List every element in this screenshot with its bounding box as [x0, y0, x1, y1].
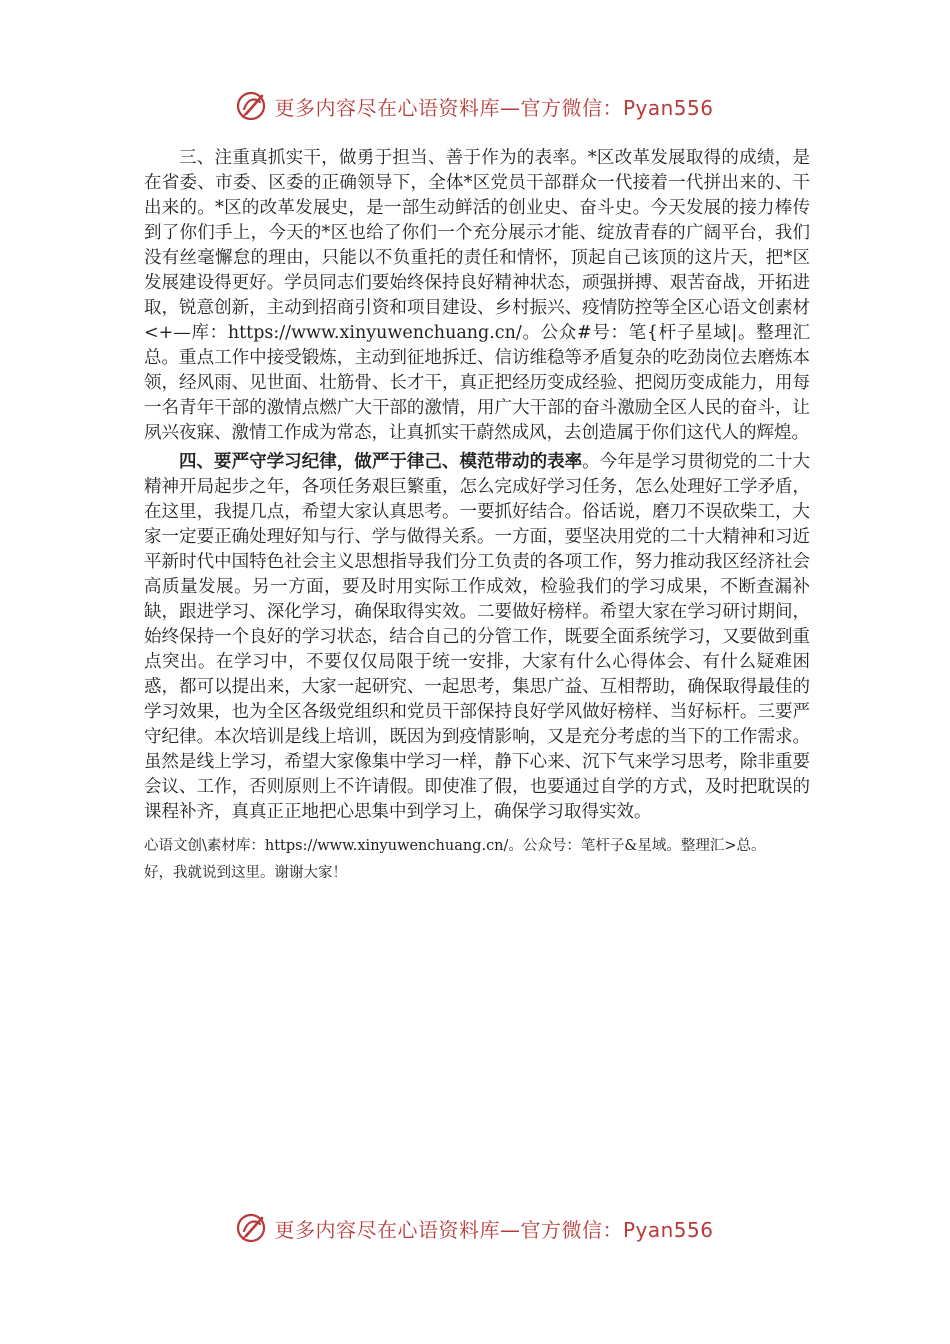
paragraph-four-body: 。今年是学习贯彻党的二十大精神开局起步之年，各项任务艰巨繁重，怎么完成好学习任务，怎么处理好工学矛盾，在这里，我提几点，希望大家认真思考。一要抓好结合。俗话说，磨刀不误砍柴工，大家一定要正确处理好知与行、学与做得关系。一方面，要坚决用党的二十大精神和习近平新时代中国特色社会主义思想指导我们分工负责的各项工作，努力推动我区经济社会高质量发展。另一方面，要及时用实际工作成效，检验我们的学习成果，不断查漏补缺，跟进学习、深化学习，确保取得实效。二要做好榜样。希望大家在学习研讨期间，始终保持一个良好的学习状态，结合自己的分管工作，既要全面系统学习，又要做到重点突出。在学习中，不要仅仅局限于统一安排，大家有什么心得体会、有什么疑难困惑，都可以提出来，大家一起研究、一起思考，集思广益、互相帮助，确保取得最佳的学习效果，也为全区各级党组织和党员干部保持良好学风做好榜样、当好标杆。三要严守纪律。本次培训是线上培训，既因为到疫情影响，又是充分考虑的当下的工作需求。虽然是线上学习，希望大家像集中学习一样，静下心来、沉下气来学习思考，除非重要会议、工作，否则原则上不许请假。即使准了假，也要通过自学的方式，及时把耽误的课程补齐，真真正正地把心思集中到学习上，确保学习取得实效。 — [144, 452, 810, 822]
footer-banner — [0, 1208, 950, 1248]
logo-icon — [236, 90, 268, 122]
source-note-text: 心语文创\素材库：https://www.xinyuwenchuang.cn/。公众号：笔杆子&星域。整理汇>总。 — [144, 838, 766, 854]
source-note — [144, 833, 810, 887]
footer-banner-text: 更多内容尽在心语资料库—官方微信：Pyan556 — [274, 1217, 714, 1242]
paragraph-three: 三、注重真抓实干，做勇于担当、善于作为的表率。*区改革发展取得的成绩，是在省委、市委、区委的正确领导下，全体*区党员干部群众一代接着一代拼出来的、干出来的。*区的改革发展史，是一部生动鲜活的创业史、奋斗史。今天发展的接力棒传到了你们手上，今天的*区也给了你们一个充分展示才能、绽放青春的广阔平台，我们没有丝毫懈怠的理由，只能以不负重托的责任和情怀，顶起自己该顶的这片天，把*区发展建设得更好。学员同志们要始终保持良好精神状态，顽强拼搏、艰苦奋战，开拓进取，锐意创新，主动到招商引资和项目建设、乡村振兴、疫情防控等全区心语文创素材<+—库：https://www.xinyuwenchuang.cn/。公众#号：笔{杆子星域|。整理汇总。重点工作中接受锻炼，主动到征地拆迁、信访维稳等矛盾复杂的吃劲岗位去磨炼本领，经风雨、见世面、壮筋骨、长才干，真正把经历变成经验、把阅历变成能力，用每一名青年干部的激情点燃广大干部的激情，用广大干部的奋斗激励全区人民的奋斗，让夙兴夜寐、激情工作成为常态，让真抓实干蔚然成风，去创造属于你们这代人的辉煌。 — [144, 148, 810, 443]
logo-icon — [236, 1212, 268, 1244]
header-banner-text: 更多内容尽在心语资料库—官方微信：Pyan556 — [274, 95, 714, 120]
paragraph-four — [144, 450, 810, 825]
document-body — [144, 146, 810, 887]
closing-line: 好，我就说到这里。谢谢大家！ — [144, 865, 347, 881]
header-banner — [0, 86, 950, 126]
paragraph-four-heading: 四、要严守学习纪律，做严于律己、模范带动的表率 — [179, 452, 583, 472]
